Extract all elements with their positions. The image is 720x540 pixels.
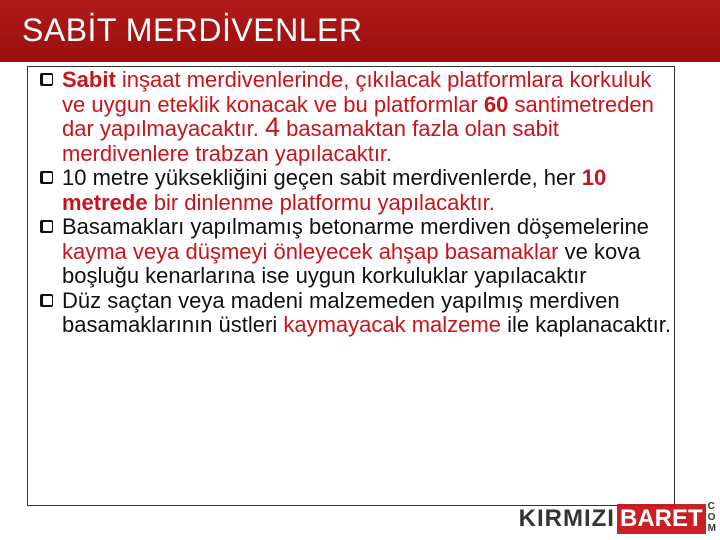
bullet-text-segment: kaymayacak malzeme <box>283 312 501 337</box>
bullet-text-segment: platformlara korkuluk ve uygun eteklik konacak ve bu platformlar <box>62 67 652 117</box>
checkbox-bullet-icon <box>40 294 53 307</box>
logo-suffix-letter: O <box>707 512 716 523</box>
bullet-item <box>36 166 676 215</box>
checkbox-bullet-icon <box>40 73 53 86</box>
bullet-text-segment: Sabit <box>62 67 116 92</box>
brand-logo <box>512 490 720 540</box>
logo-suffix-letter: M <box>707 523 716 534</box>
checkbox-bullet-icon <box>40 171 53 184</box>
logo-text-kirmizi: KIRMIZI <box>518 505 615 532</box>
bullet-text-segment: 10 metrede <box>62 165 607 215</box>
bullet-text-segment: 60 <box>483 91 509 117</box>
title-bar <box>0 0 720 62</box>
bullet-text-segment: ile kaplanacaktır. <box>500 312 671 337</box>
bullet-list <box>36 68 676 338</box>
bullet-item <box>36 215 676 289</box>
bullet-text-segment: santimetreden dar yapılmayacaktır. <box>62 91 654 141</box>
bullet-text-segment: Basamakları yapılmamış betonarme merdiven döşemelerine <box>62 214 649 239</box>
logo-suffix-letter: C <box>707 501 715 512</box>
bullet-item <box>36 289 676 338</box>
bullet-text-segment: ve kova boşluğu kenarlarına ise uygun korkuluklar yapılacaktır <box>62 238 641 288</box>
logo-suffix-com <box>708 501 716 534</box>
bullet-text-segment: basamaktan fazla olan sabit merdivenlere trabzan yapılacaktır. <box>62 116 559 166</box>
slide-title: SABİT MERDİVENLER <box>22 12 363 48</box>
bullet-text-segment: inşaat merdivenlerinde, çıkılacak <box>115 67 448 92</box>
logo-text-baret: BARET <box>617 504 706 534</box>
bullet-item <box>36 68 676 166</box>
bullet-text-segment: 4 <box>264 112 281 142</box>
bullet-text-segment: Düz saçtan veya madeni malzemeden yapılmış merdiven basamaklarının üstleri <box>62 287 620 337</box>
bullet-text-segment: kayma veya düşmeyi önleyecek ahşap basamaklar <box>62 238 559 264</box>
checkbox-bullet-icon <box>40 220 53 233</box>
bullet-text-segment: bir dinlenme platformu yapılacaktır. <box>147 189 495 215</box>
bullet-text-segment: 10 metre yüksekliğini geçen sabit merdivenlerde, her <box>62 165 582 190</box>
